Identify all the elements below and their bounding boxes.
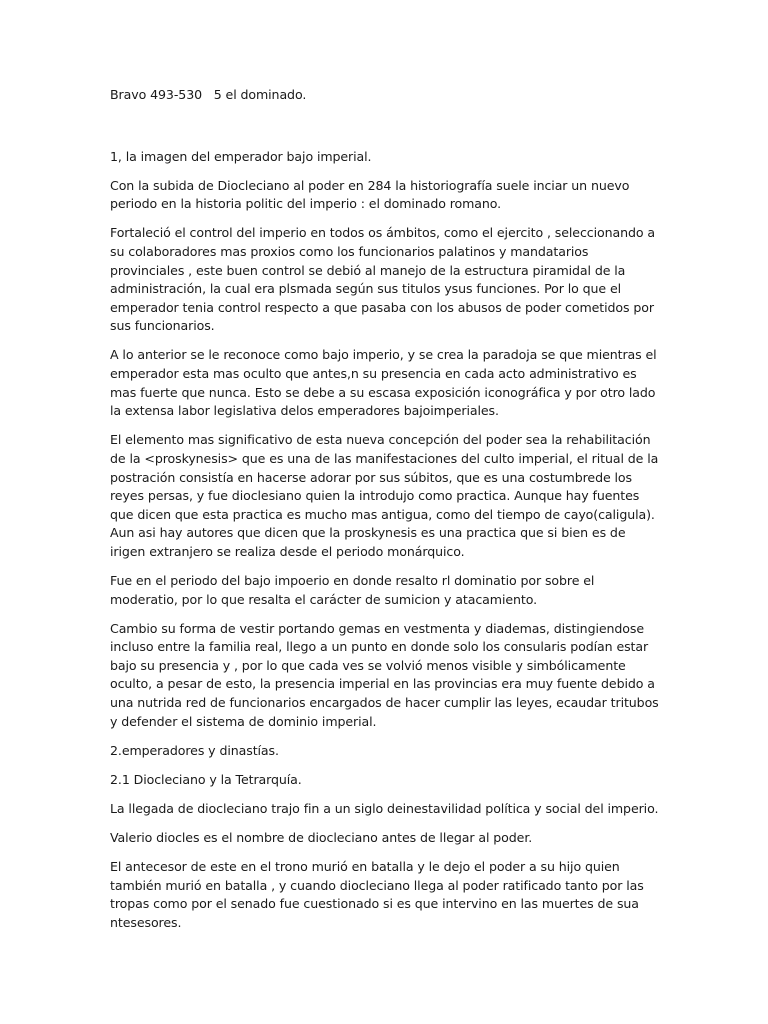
section-heading: 1, la imagen del emperador bajo imperial. <box>110 148 372 164</box>
paragraph: A lo anterior se le reconoce como bajo imperio, y se crea la paradoja se que mientras el emperador esta mas oculto que antes,n su presencia en cada acto administrativo es mas fuerte que nunca. Esto se debe a su escasa exposición iconográfica y por otro lado la extensa labor legislativa delos emperadores bajoimperiales. <box>110 347 657 419</box>
document-page <box>110 86 660 943</box>
paragraph: El antecesor de este en el trono murió en batalla y le dejo el poder a su hijo quien también murió en batalla , y cuando diocleciano llega al poder ratificado tanto por las tropas como por el senado fue cuestionado si es que intervino en las muertes de sua ntesesores. <box>110 859 644 930</box>
paragraph: Fortaleció el control del imperio en todos os ámbitos, como el ejercito , seleccionando a su colaboradores mas proxios como los funcionarios palatinos y mandatarios provinciales , este buen control se debió al manejo de la estructura piramidal de la administración, la cual era plsmada según sus titulos ysus funciones. Por lo que el emperador tenia control respecto a que pasaba con los abusos de poder cometidos por sus funcionarios. <box>110 225 655 334</box>
paragraph: Valerio diocles es el nombre de diocleciano antes de llegar al poder. <box>110 830 533 845</box>
section-heading: 2.emperadores y dinastías. <box>110 742 279 758</box>
paragraph: La llegada de diocleciano trajo fin a un siglo deinestavilidad política y social del imperio. <box>110 800 659 816</box>
subsection-heading: 2.1 Diocleciano y la Tetrarquía. <box>110 771 302 787</box>
paragraph: Fue en el periodo del bajo impoerio en donde resalto rl dominatio por sobre el moderatio, por lo que resalta el carácter de sumicion y atacamiento. <box>110 572 595 607</box>
paragraph: Cambio su forma de vestir portando gemas en vestmenta y diademas, distingiendose incluso entre la familia real, llego a un punto en donde solo los consularis podían estar bajo su presencia y , por lo que cada ves se volvió menos visible y simbólicamente oculto, a pesar de esto, la presencia imperial en las provincias era muy fuente debido a una nutrida red de funcionarios encargados de hacer cumplir las leyes, ecaudar tritubos y defender el sistema de dominio imperial. <box>110 620 659 729</box>
paragraph: El elemento mas significativo de esta nueva concepción del poder sea la rehabilitación de la <proskynesis> que es una de las manifestaciones del culto imperial, el ritual de la postración consistía en hacerse adorar por sus súbitos, que es una costumbrede los reyes persas, y fue dioclesiano quien la introdujo como practica. Aunque hay fuentes que dicen que esta practica es mucho mas antigua, como del tiempo de cayo(caligula). Aun asi hay autores que dicen que la proskynesis es una practica que si bien es de irigen extranjero se realiza desde el periodo monárquico. <box>110 432 659 559</box>
document-header-line: Bravo 493-530 5 el dominado. <box>110 87 307 102</box>
paragraph: Con la subida de Diocleciano al poder en 284 la historiografía suele inciar un nuevo periodo en la historia politic del imperio : el dominado romano. <box>110 177 630 212</box>
